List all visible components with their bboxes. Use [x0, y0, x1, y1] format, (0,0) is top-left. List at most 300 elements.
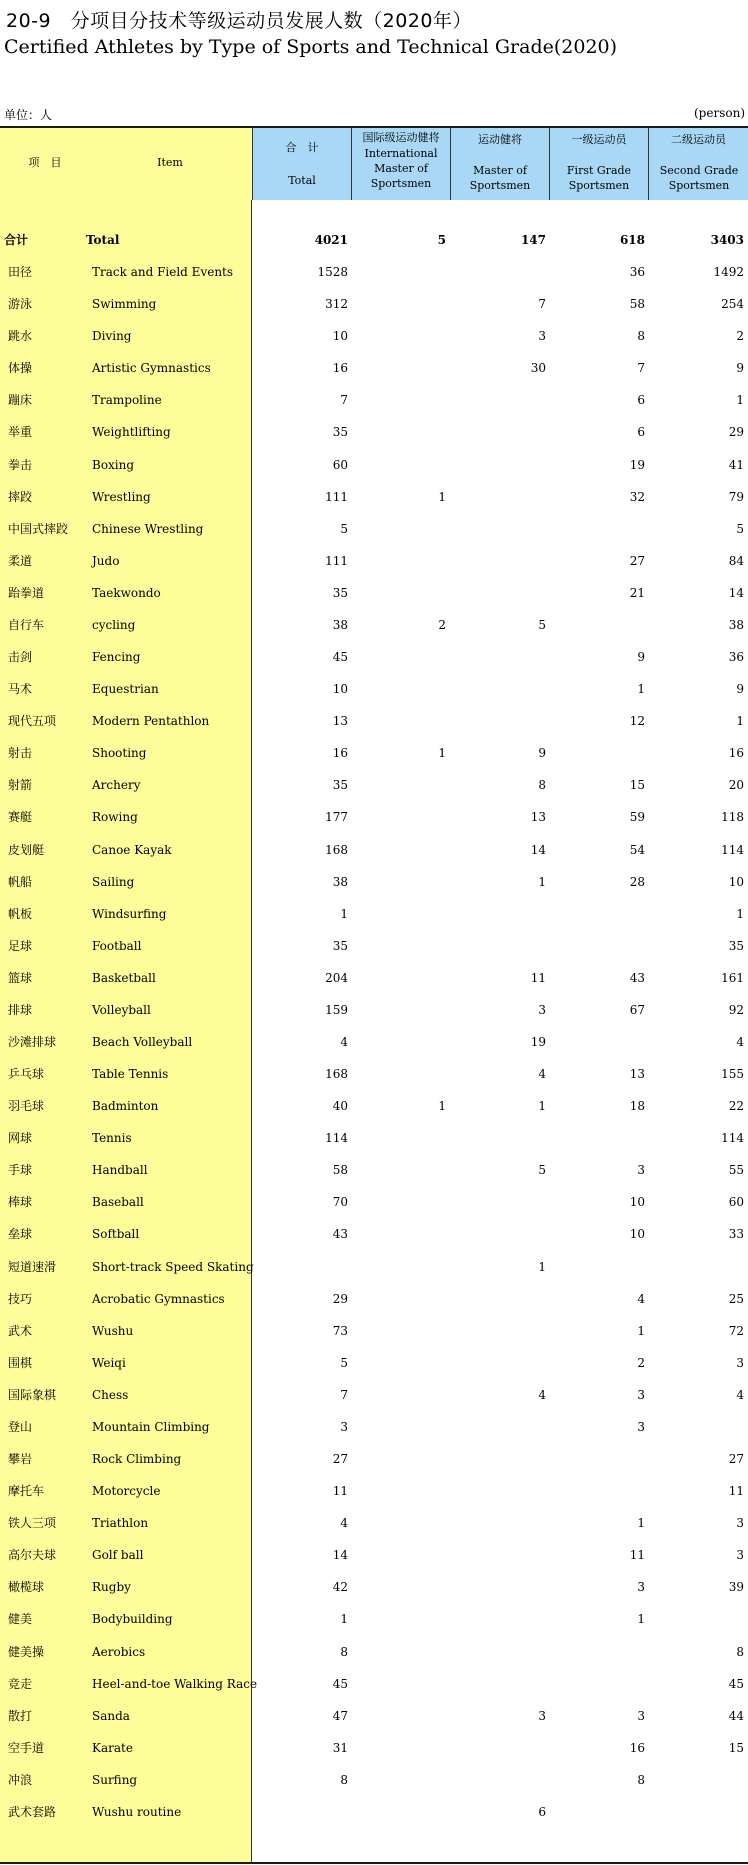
item-name-cn: 田径	[8, 265, 33, 280]
table-row	[0, 487, 748, 507]
value-total: 73	[332, 1323, 348, 1338]
value-second: 27	[728, 1452, 744, 1467]
item-name-cn: 帆船	[8, 874, 33, 889]
item-name-en: Archery	[92, 778, 141, 793]
table-row	[0, 904, 748, 924]
item-name-en: Wrestling	[92, 489, 151, 504]
value-first: 6	[637, 393, 645, 408]
item-name-cn: 垒球	[8, 1227, 33, 1242]
value-second: 35	[728, 938, 744, 953]
header-first-cn: 一级运动员	[571, 133, 627, 146]
value-total: 35	[332, 585, 348, 600]
item-name-en: Basketball	[92, 970, 156, 985]
value-first: 16	[629, 1740, 645, 1755]
value-second: 11	[728, 1484, 744, 1499]
table-row	[0, 1160, 748, 1180]
table-row	[0, 1257, 748, 1277]
unit-label-en: (person)	[694, 106, 745, 120]
table-row	[0, 840, 748, 860]
item-name-cn: 自行车	[8, 617, 45, 632]
item-name-cn: 围棋	[8, 1355, 33, 1370]
table-row	[0, 968, 748, 988]
value-second: 3403	[710, 233, 744, 247]
item-name-en: Beach Volleyball	[92, 1035, 193, 1049]
table-row	[0, 1224, 748, 1244]
table-row	[0, 551, 748, 571]
value-total: 10	[332, 329, 348, 344]
value-total: 14	[332, 1548, 348, 1563]
value-master: 5	[538, 1163, 546, 1178]
table-row	[0, 1353, 748, 1373]
table-row	[0, 1513, 748, 1533]
table-row	[0, 358, 748, 378]
value-first: 28	[629, 874, 645, 889]
value-second: 33	[728, 1227, 744, 1242]
value-first: 19	[629, 457, 645, 472]
item-name-cn: 高尔夫球	[8, 1548, 57, 1563]
value-second: 1492	[713, 265, 744, 280]
header-item-cn: 项 目	[28, 156, 62, 169]
value-total: 4	[340, 1516, 348, 1531]
header-intl-cn: 国际级运动健将	[362, 131, 440, 144]
item-name-cn: 赛艇	[8, 810, 33, 825]
item-name-en: Acrobatic Gymnastics	[92, 1291, 225, 1306]
value-total: 13	[332, 714, 348, 729]
value-total: 5	[340, 1355, 348, 1370]
value-second: 25	[728, 1291, 744, 1306]
value-total: 38	[332, 617, 348, 632]
value-second: 1	[736, 906, 744, 921]
item-name-cn: 现代五项	[8, 714, 57, 729]
table-row	[0, 262, 748, 282]
header-first-en: First Grade Sportsmen	[566, 164, 632, 192]
value-total: 168	[325, 1067, 348, 1082]
value-total: 8	[340, 1772, 348, 1787]
value-total: 43	[332, 1227, 348, 1242]
table-row	[0, 1064, 748, 1084]
value-first: 6	[637, 425, 645, 440]
item-name-en: Taekwondo	[92, 585, 161, 600]
value-second: 2	[736, 329, 744, 344]
value-first: 43	[629, 970, 645, 985]
value-total: 10	[332, 682, 348, 697]
value-second: 3	[736, 1355, 744, 1370]
item-name-en: Badminton	[92, 1099, 159, 1114]
item-name-en: Motorcycle	[92, 1484, 161, 1499]
value-second: 84	[728, 553, 744, 568]
value-master: 4	[538, 1067, 546, 1082]
item-name-en: Karate	[92, 1740, 133, 1755]
value-total: 70	[332, 1195, 348, 1210]
table-row	[0, 1449, 748, 1469]
value-second: 39	[728, 1580, 744, 1595]
value-second: 4	[736, 1387, 744, 1402]
value-total: 45	[332, 650, 348, 665]
item-name-en: Softball	[92, 1227, 140, 1242]
value-second: 16	[728, 746, 744, 761]
value-first: 10	[629, 1195, 645, 1210]
item-name-cn: 羽毛球	[8, 1099, 45, 1114]
value-total: 4	[340, 1035, 348, 1049]
item-name-cn: 健美	[8, 1612, 33, 1627]
header-divider	[252, 128, 253, 200]
table-row	[0, 647, 748, 667]
value-second: 1	[736, 393, 744, 408]
value-second: 41	[728, 457, 744, 472]
table-row	[0, 1128, 748, 1148]
value-master: 8	[538, 778, 546, 793]
value-second: 44	[728, 1708, 744, 1723]
value-first: 18	[629, 1099, 645, 1114]
item-name-cn: 中国式摔跤	[8, 521, 69, 536]
value-second: 5	[736, 521, 744, 536]
item-name-cn: 足球	[8, 938, 33, 953]
value-first: 8	[637, 1772, 645, 1787]
table-row	[0, 872, 748, 892]
value-second: 55	[728, 1163, 744, 1178]
item-name-en: Chinese Wrestling	[92, 521, 204, 536]
value-second: 22	[728, 1099, 744, 1114]
value-total: 1	[340, 906, 348, 921]
value-total: 4021	[314, 233, 348, 247]
item-name-en: Equestrian	[92, 682, 159, 697]
value-second: 15	[728, 1740, 744, 1755]
value-first: 3	[637, 1580, 645, 1595]
value-total: 38	[332, 874, 348, 889]
value-total: 5	[340, 521, 348, 536]
value-first: 10	[629, 1227, 645, 1242]
item-name-cn: 手球	[8, 1163, 33, 1178]
value-second: 36	[728, 650, 744, 665]
value-second: 1	[736, 714, 744, 729]
item-name-cn: 武术套路	[8, 1804, 57, 1819]
item-name-en: Weiqi	[92, 1355, 126, 1370]
item-name-cn: 棒球	[8, 1195, 33, 1210]
item-name-en: Bodybuilding	[92, 1612, 173, 1627]
table-row	[0, 1642, 748, 1662]
value-master: 30	[530, 361, 546, 376]
item-name-en: Baseball	[92, 1195, 144, 1210]
table-row	[0, 936, 748, 956]
item-name-en: Boxing	[92, 457, 135, 472]
table-row	[0, 390, 748, 410]
item-name-en: Diving	[92, 329, 132, 344]
value-intl: 5	[437, 233, 446, 247]
value-second: 72	[728, 1323, 744, 1338]
value-total: 312	[325, 297, 348, 312]
item-name-en: Mountain Climbing	[92, 1419, 210, 1434]
item-name-en: Wushu routine	[92, 1804, 182, 1819]
item-name-cn: 橄榄球	[8, 1580, 45, 1595]
item-name-cn: 铁人三项	[8, 1516, 57, 1531]
value-second: 114	[721, 842, 744, 857]
table-row	[0, 1674, 748, 1694]
item-name-cn: 技巧	[8, 1291, 33, 1306]
value-total: 27	[332, 1452, 348, 1467]
value-second: 9	[736, 361, 744, 376]
table-row	[0, 1802, 748, 1822]
header-second-cn: 二级运动员	[671, 133, 726, 146]
value-master: 1	[538, 874, 546, 889]
value-master: 11	[530, 970, 546, 985]
item-name-cn: 摔跤	[8, 489, 33, 504]
value-master: 13	[530, 810, 546, 825]
value-master: 3	[538, 1002, 546, 1017]
value-first: 54	[629, 842, 645, 857]
value-total: 29	[332, 1291, 348, 1306]
value-master: 3	[538, 1708, 546, 1723]
table-row	[0, 615, 748, 635]
item-name-cn: 篮球	[8, 970, 33, 985]
value-master: 19	[530, 1035, 546, 1049]
value-master: 7	[538, 297, 546, 312]
header-total-en: Total	[288, 174, 316, 187]
table-row	[0, 326, 748, 346]
value-total: 42	[332, 1580, 348, 1595]
value-second: 10	[728, 874, 744, 889]
item-name-en: Tennis	[92, 1131, 132, 1146]
value-first: 59	[629, 810, 645, 825]
value-second: 92	[728, 1002, 744, 1017]
table-row	[0, 1321, 748, 1341]
item-name-en: Modern Pentathlon	[92, 714, 210, 729]
item-name-en: Table Tennis	[92, 1067, 169, 1082]
item-name-cn: 健美操	[8, 1644, 45, 1659]
item-name-en: Fencing	[92, 650, 141, 665]
item-name-cn: 射箭	[8, 778, 33, 793]
value-first: 2	[637, 1355, 645, 1370]
value-second: 254	[721, 297, 744, 312]
item-name-cn: 摩托车	[8, 1484, 45, 1499]
value-master: 147	[520, 233, 546, 247]
item-name-en: Sanda	[92, 1708, 130, 1723]
item-name-en: Wushu	[92, 1323, 134, 1338]
item-name-en: Judo	[92, 553, 120, 568]
item-name-cn: 射击	[8, 746, 33, 761]
item-name-cn: 击剑	[8, 650, 33, 665]
value-total: 45	[332, 1676, 348, 1691]
value-master: 1	[538, 1259, 546, 1274]
header-item-en: Item	[157, 156, 183, 169]
value-total: 8	[340, 1644, 348, 1659]
athletes-table	[0, 126, 748, 1864]
value-second: 38	[728, 617, 744, 632]
item-name-cn: 登山	[8, 1419, 33, 1434]
value-total: 7	[340, 1387, 348, 1402]
value-first: 15	[629, 778, 645, 793]
item-name-en: Chess	[92, 1387, 129, 1402]
item-name-en: Artistic Gymnastics	[92, 361, 211, 376]
item-name-cn: 马术	[8, 682, 33, 697]
header-master-en: Master of Sportsmen	[469, 164, 531, 192]
item-name-cn: 排球	[8, 1002, 33, 1017]
item-name-en: Rowing	[92, 810, 138, 825]
value-total: 35	[332, 425, 348, 440]
value-total: 16	[332, 361, 348, 376]
table-row	[0, 1577, 748, 1597]
value-total: 11	[332, 1484, 348, 1499]
item-name-cn: 竞走	[8, 1676, 33, 1691]
value-total: 177	[325, 810, 348, 825]
value-master: 9	[538, 746, 546, 761]
item-name-en: Trampoline	[92, 393, 162, 408]
item-name-en: Windsurfing	[92, 906, 167, 921]
table-row	[0, 1000, 748, 1020]
table-row	[0, 679, 748, 699]
value-intl: 1	[438, 1099, 446, 1114]
item-name-cn: 拳击	[8, 457, 33, 472]
page-title-en: Certified Athletes by Type of Sports and Technical Grade(2020)	[4, 36, 618, 58]
table-row	[0, 422, 748, 442]
item-name-cn: 合计	[4, 233, 29, 247]
table-row	[0, 583, 748, 603]
value-first: 1	[637, 1323, 645, 1338]
value-first: 1	[637, 1612, 645, 1627]
item-name-en: Handball	[92, 1163, 148, 1178]
value-intl: 1	[438, 489, 446, 504]
item-name-cn: 皮划艇	[8, 842, 45, 857]
value-total: 40	[332, 1099, 348, 1114]
value-first: 9	[637, 650, 645, 665]
value-total: 111	[325, 489, 348, 504]
table-bottom-rule	[0, 1862, 748, 1864]
item-name-en: Triathlon	[92, 1516, 149, 1531]
value-second: 161	[721, 970, 744, 985]
item-name-en: Surfing	[92, 1772, 138, 1787]
item-name-en: Rugby	[92, 1580, 131, 1595]
value-total: 1	[340, 1612, 348, 1627]
value-total: 168	[325, 842, 348, 857]
value-second: 155	[721, 1067, 744, 1082]
value-first: 67	[629, 1002, 645, 1017]
value-first: 618	[619, 233, 645, 247]
item-name-en: Swimming	[92, 297, 157, 312]
value-total: 31	[332, 1740, 348, 1755]
value-first: 1	[637, 1516, 645, 1531]
value-second: 60	[728, 1195, 744, 1210]
table-row	[0, 1770, 748, 1790]
table-row	[0, 1417, 748, 1437]
value-total: 47	[332, 1708, 348, 1723]
table-row	[0, 1738, 748, 1758]
table-row	[0, 1706, 748, 1726]
value-first: 3	[637, 1419, 645, 1434]
value-first: 7	[637, 361, 645, 376]
item-name-en: Total	[86, 233, 120, 247]
header-total-cn: 合 计	[285, 141, 319, 154]
item-name-cn: 体操	[8, 361, 33, 376]
table-row	[0, 455, 748, 475]
item-name-cn: 游泳	[8, 297, 33, 312]
table-row	[0, 711, 748, 731]
value-first: 1	[637, 682, 645, 697]
value-second: 9	[736, 682, 744, 697]
item-name-cn: 帆板	[8, 906, 33, 921]
value-first: 32	[629, 489, 645, 504]
value-total: 3	[340, 1419, 348, 1434]
value-total: 114	[325, 1131, 348, 1146]
value-first: 12	[629, 714, 645, 729]
value-first: 58	[629, 297, 645, 312]
table-row	[0, 1545, 748, 1565]
value-second: 20	[728, 778, 744, 793]
item-name-en: Aerobics	[92, 1644, 146, 1659]
item-name-en: Track and Field Events	[92, 265, 234, 280]
table-row	[0, 1096, 748, 1116]
page-title-cn: 20-9 分项目分技术等级运动员发展人数（2020年）	[6, 10, 472, 32]
value-total: 35	[332, 778, 348, 793]
table-row	[0, 1192, 748, 1212]
value-total: 159	[325, 1002, 348, 1017]
value-first: 3	[637, 1163, 645, 1178]
value-second: 79	[728, 489, 744, 504]
value-second: 45	[728, 1676, 744, 1691]
value-first: 27	[629, 553, 645, 568]
value-total: 16	[332, 746, 348, 761]
table-row	[0, 1385, 748, 1405]
value-first: 3	[637, 1708, 645, 1723]
value-second: 3	[736, 1548, 744, 1563]
table-row	[0, 1032, 748, 1052]
table-row	[0, 807, 748, 827]
item-name-en: cycling	[92, 617, 136, 632]
table-row	[0, 775, 748, 795]
value-master: 14	[530, 842, 546, 857]
table-row	[0, 743, 748, 763]
value-first: 4	[637, 1291, 645, 1306]
item-name-cn: 蹦床	[8, 393, 33, 408]
item-name-cn: 网球	[8, 1131, 33, 1146]
item-name-cn: 柔道	[8, 553, 33, 568]
value-master: 3	[538, 329, 546, 344]
value-first: 3	[637, 1387, 645, 1402]
value-total: 7	[340, 393, 348, 408]
item-name-cn: 冲浪	[8, 1772, 33, 1787]
value-first: 36	[629, 265, 645, 280]
item-name-en: Rock Climbing	[92, 1452, 182, 1467]
value-second: 4	[736, 1035, 744, 1049]
item-name-cn: 国际象棋	[8, 1387, 57, 1402]
value-intl: 2	[438, 617, 446, 632]
value-master: 4	[538, 1387, 546, 1402]
value-first: 21	[629, 585, 645, 600]
item-name-cn: 举重	[8, 425, 33, 440]
header-intl-en: International Master of Sportsmen	[364, 147, 438, 190]
value-second: 3	[736, 1516, 744, 1531]
value-total: 60	[332, 457, 348, 472]
value-first: 8	[637, 329, 645, 344]
item-name-cn: 散打	[8, 1708, 33, 1723]
item-name-en: Golf ball	[92, 1548, 144, 1563]
item-name-en: Short-track Speed Skating	[92, 1259, 254, 1274]
value-master: 5	[538, 617, 546, 632]
item-name-en: Sailing	[92, 874, 135, 889]
unit-label-cn: 单位：人	[4, 108, 53, 122]
table-row	[0, 294, 748, 314]
value-total: 204	[325, 970, 348, 985]
item-name-en: Weightlifting	[92, 425, 171, 440]
value-second: 29	[728, 425, 744, 440]
value-second: 14	[728, 585, 744, 600]
item-name-cn: 沙滩排球	[8, 1035, 57, 1049]
value-second: 114	[721, 1131, 744, 1146]
table-row	[0, 1481, 748, 1501]
value-total: 1528	[317, 265, 348, 280]
item-name-en: Canoe Kayak	[92, 842, 172, 857]
value-master: 6	[538, 1804, 546, 1819]
value-first: 11	[629, 1548, 645, 1563]
item-name-cn: 跳水	[8, 329, 33, 344]
